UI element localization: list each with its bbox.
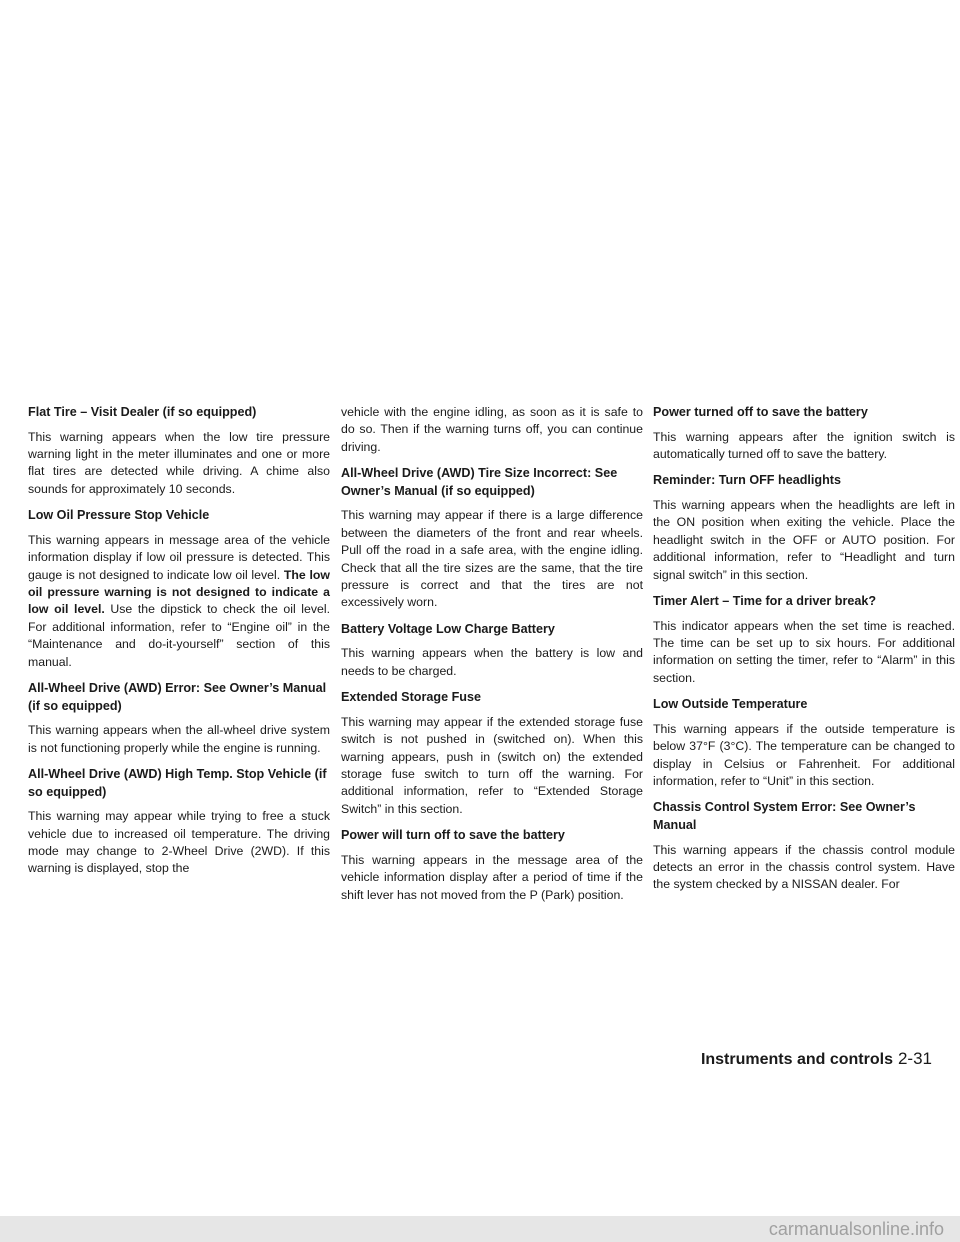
paragraph-text: This warning appears in message area of the vehicle information display if low oil pressure is detected. This gauge is not designed to indicate low oil level. [28,532,330,582]
column-3 [653,404,955,903]
section-heading: Chassis Control System Error: See Owner’s Manual [653,800,916,833]
section-heading: Flat Tire – Visit Dealer (if so equipped) [28,405,257,419]
paragraph: This warning may appear if there is a large difference between the diameters of the front and rear wheels. Pull off the road in a safe area, with the engine idling. Check that all the tire sizes are the same, that the tire pressure is correct and that the tires are not excessively worn. [341,508,643,610]
section-heading: Power turned off to save the battery [653,405,868,419]
paragraph [28,532,330,671]
column-2 [341,404,643,913]
page-number: 2-31 [897,1049,932,1068]
paragraph: This warning may appear while trying to free a stuck vehicle due to increased oil temperature. The driving mode may change to 2-Wheel Drive (2WD). If this warning is displayed, stop the [28,809,330,876]
section-heading: Reminder: Turn OFF headlights [653,473,841,488]
section-heading: All-Wheel Drive (AWD) High Temp. Stop Vehicle (if so equipped) [28,767,327,799]
section-heading: Timer Alert – Time for a driver break? [653,594,877,609]
footer-section-label: Instruments and controls [700,1051,893,1068]
paragraph: This warning appears when the battery is low and needs to be charged. [341,646,643,678]
watermark: carmanualsonline.info [0,1216,960,1242]
section-heading: Low Outside Temperature [653,697,808,712]
section-heading: Battery Voltage Low Charge Battery [341,621,555,636]
section-heading: All-Wheel Drive (AWD) Tire Size Incorrect: See Owner’s Manual (if so equipped) [341,466,618,498]
section-heading: Power will turn off to save the battery [341,828,565,843]
section-heading: Extended Storage Fuse [341,690,481,705]
section-heading: Low Oil Pressure Stop Vehicle [28,508,210,523]
section-heading: All-Wheel Drive (AWD) Error: See Owner’s Manual (if so equipped) [28,681,327,713]
page-footer [701,1049,932,1069]
paragraph: This warning appears when the all-wheel drive system is not functioning properly while the engine is running. [28,723,330,755]
bold-warning-text: The low oil pressure warning is not designed to indicate a low oil level. [28,567,330,617]
paragraph: This warning appears if the chassis control module detects an error in the chassis control system. Have the system checked by a NISSAN dealer. For [653,842,955,892]
paragraph: This warning appears after the ignition switch is automatically turned off to save the battery. [653,429,955,461]
paragraph: This warning appears when the headlights are left in the ON position when exiting the vehicle. Place the headlight switch in the OFF or AUTO position. For additional information, refer to “Headlight and turn signal switch” in this section. [653,498,955,582]
paragraph: This warning appears if the outside temperature is below 37°F (3°C). The temperature can be changed to display in Celsius or Fahrenheit. For additional information, refer to “Unit” in this section. [653,721,955,789]
paragraph: This warning appears in the message area of the vehicle information display after a period of time if the shift lever has not moved from the P (Park) position. [341,852,643,902]
paragraph-continued: vehicle with the engine idling, as soon as it is safe to do so. Then if the warning turns off, you can continue driving. [341,405,643,454]
paragraph: This indicator appears when the set time is reached. The time can be set up to six hours. For additional information on setting the timer, refer to “Alarm” in this section. [653,618,955,685]
column-1 [28,404,330,887]
paragraph-text: Use the dipstick to check the oil level. For additional information, refer to “Engine oil” in the “Maintenance and do-it-yourself” section of this manual. [28,602,330,669]
paragraph: This warning may appear if the extended storage fuse switch is not pushed in (switched on). When this warning appears, push in (switch on) the extended storage fuse switch to turn off the warning. For additional information, refer to “Extended Storage Switch” in this section. [341,714,643,816]
paragraph: This warning appears when the low tire pressure warning light in the meter illuminates and one or more flat tires are detected while driving. A chime also sounds for approximately 10 seconds. [28,429,330,496]
